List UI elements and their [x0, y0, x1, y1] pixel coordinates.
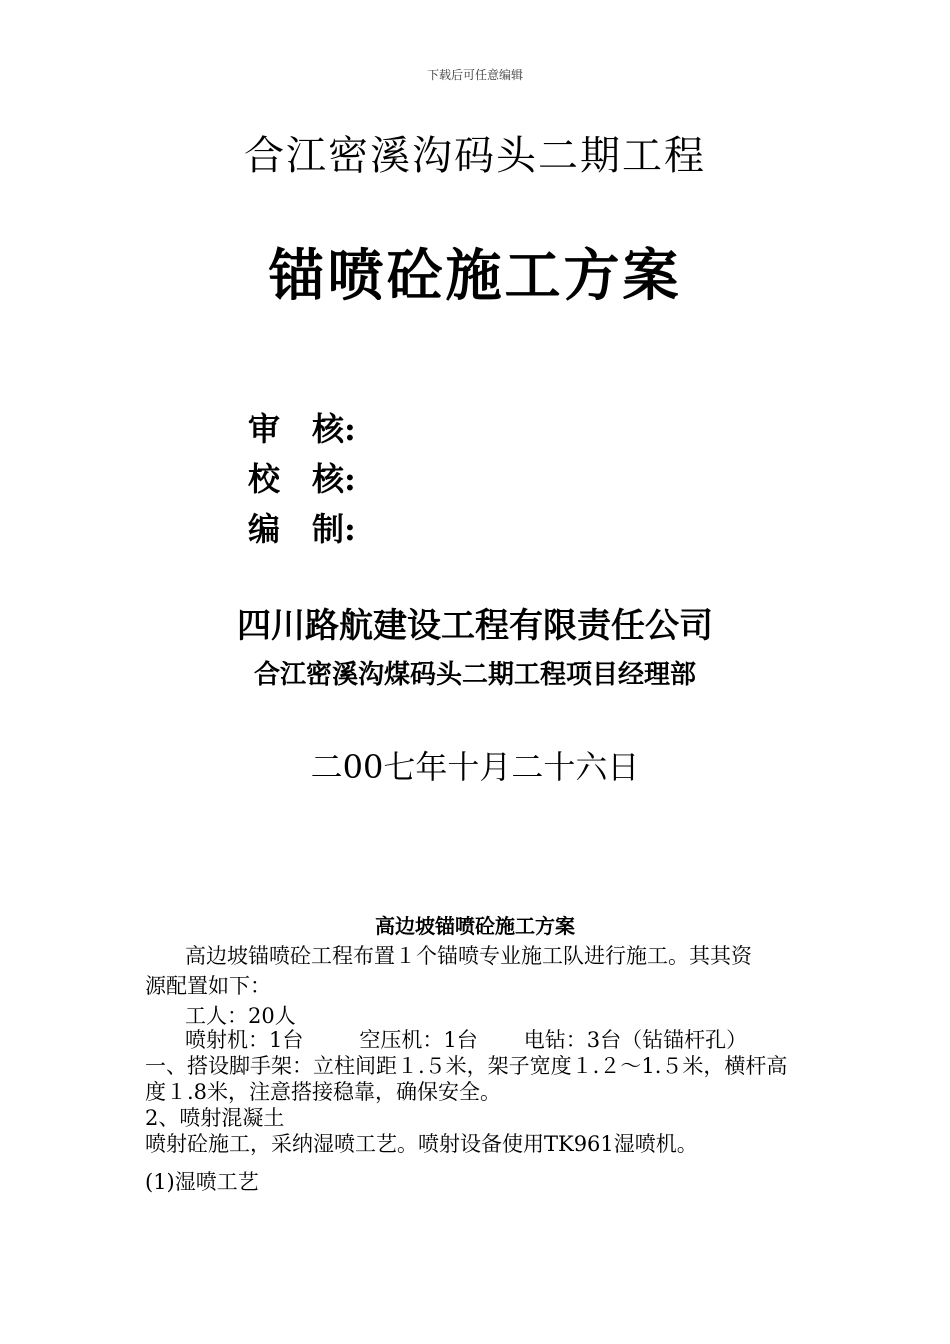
equipment-compressor: 空压机：1台 — [359, 1028, 478, 1052]
department-name: 合江密溪沟煤码头二期工程项目经理部 — [253, 660, 696, 690]
step-shotcrete-heading: 2、喷射混凝土 — [145, 1106, 285, 1130]
signature-review-label: 审 核: — [248, 410, 356, 448]
step-scaffold-line: 一、搭设脚手架：立柱间距１.５米，架子宽度１.２～1.５米，横杆高 — [145, 1054, 788, 1078]
step-shotcrete-subheading: (1)湿喷工艺 — [145, 1170, 259, 1194]
step-scaffold-line: 度１.8米，注意搭接稳靠，确保安全。 — [145, 1080, 502, 1104]
equipment-sprayer: 喷射机：1台 — [185, 1028, 304, 1052]
document-date: 二00七年十月二十六日 — [310, 748, 640, 786]
signature-check-label: 校 核: — [248, 460, 356, 498]
step-shotcrete-text: 喷射砼施工，采纳湿喷工艺。喷射设备使用TK961湿喷机。 — [145, 1132, 698, 1156]
project-title: 合江密溪沟码头二期工程 — [244, 133, 706, 179]
company-name: 四川路航建设工程有限责任公司 — [237, 606, 713, 646]
workers-count: 工人：20人 — [185, 1004, 296, 1028]
signature-compile-label: 编 制: — [248, 510, 356, 548]
intro-paragraph-line: 高边坡锚喷砼工程布置１个锚喷专业施工队进行施工。其其资 — [185, 944, 752, 968]
page-header-note: 下载后可任意编辑 — [426, 68, 523, 82]
document-title: 锚喷砼施工方案 — [268, 244, 682, 309]
equipment-drill: 电钻：3台（钻锚杆孔） — [523, 1028, 748, 1052]
section-title: 高边坡锚喷砼施工方案 — [375, 914, 575, 938]
intro-paragraph-line: 源配置如下： — [145, 974, 271, 998]
